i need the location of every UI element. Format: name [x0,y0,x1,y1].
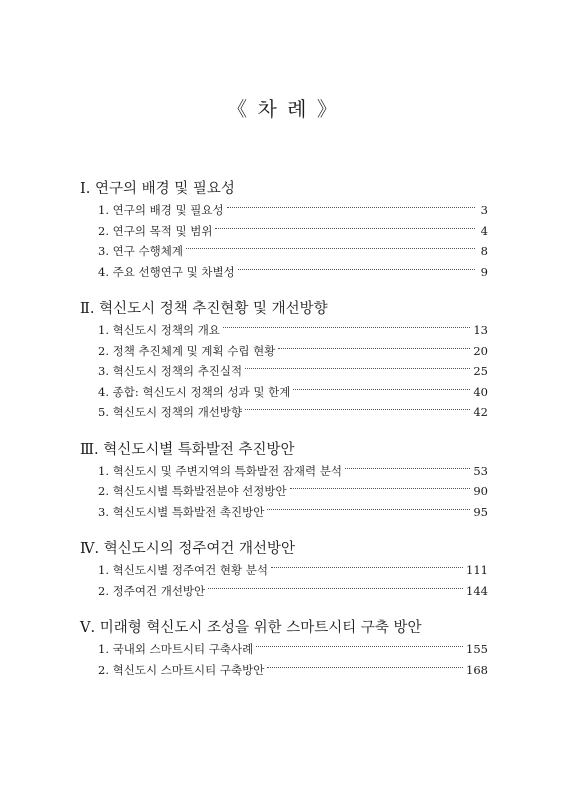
toc-entry-page: 42 [473,405,488,419]
toc-entry[interactable] [80,581,488,602]
table-of-contents [80,178,488,696]
dot-leader [267,666,463,668]
toc-entry[interactable] [80,461,488,482]
dot-leader [208,587,463,589]
toc-entry-label: 2. 혁신도시 스마트시티 구축방안 [98,662,265,677]
dot-leader [267,508,470,510]
toc-entry-page: 155 [466,642,488,656]
toc-entry[interactable] [80,402,488,423]
chapter-heading: Ⅱ. 혁신도시 정책 추진현황 및 개선방향 [80,301,328,317]
toc-entry-label: 5. 혁신도시 정책의 개선방향 [98,405,243,419]
toc-entry-page: 95 [473,504,488,519]
toc-entry[interactable] [80,221,488,242]
chapter-heading: Ⅳ. 혁신도시의 정주여건 개선방안 [80,541,296,557]
toc-entry-page: 8 [480,244,488,258]
toc-entry-page: 20 [473,343,488,358]
toc-entry[interactable] [80,560,488,581]
chapter-heading: Ⅲ. 혁신도시별 특화발전 추진방안 [80,441,295,458]
toc-entry[interactable] [80,502,488,523]
toc-entry-page: 13 [473,323,488,337]
chapter-heading: Ⅴ. 미래형 혁신도시 조성을 위한 스마트시티 구축 방안 [80,620,422,636]
toc-entry-page: 9 [480,264,488,279]
dot-leader [271,566,463,568]
toc-entry-label: 2. 정책 추진체계 및 계획 수립 현황 [98,343,276,358]
dot-leader [256,645,463,647]
toc-entry[interactable] [80,262,488,283]
toc-entry-label: 3. 혁신도시별 특화발전 촉진방안 [98,504,265,519]
toc-entry[interactable] [80,200,488,221]
chapter-5 [80,617,488,680]
toc-entry-page: 25 [473,364,488,378]
dot-leader [293,388,470,390]
toc-entry-page: 53 [473,463,488,478]
dot-leader [186,247,475,249]
toc-entry[interactable] [80,320,488,341]
dot-leader [245,367,470,369]
toc-entry[interactable] [80,639,488,660]
chapter-1 [80,178,488,282]
dot-leader [238,268,475,270]
toc-entry-page: 168 [466,662,488,677]
toc-entry-page: 40 [473,384,488,399]
toc-entry-label: 3. 혁신도시 정책의 추진실적 [98,364,243,378]
dot-leader [345,467,470,469]
toc-entry[interactable] [80,481,488,502]
toc-entry-page: 90 [473,484,488,498]
page-title: 《 차 례 》 [227,97,339,121]
chapter-3 [80,439,488,523]
toc-entry-page: 3 [480,203,488,217]
chapter-2 [80,298,488,423]
toc-entry-label: 1. 혁신도시 및 주변지역의 특화발전 잠재력 분석 [98,463,342,478]
dot-leader [290,487,471,489]
toc-entry[interactable] [80,382,488,403]
toc-entry[interactable] [80,241,488,262]
toc-entry-page: 4 [480,223,488,238]
toc-entry-label: 4. 종합: 혁신도시 정책의 성과 및 한계 [98,384,291,399]
chapter-4 [80,538,488,601]
dot-leader [278,347,470,349]
toc-entry[interactable] [80,660,488,681]
toc-entry-label: 1. 혁신도시별 정주여건 현황 분석 [98,563,269,577]
toc-entry[interactable] [80,341,488,362]
dot-leader [245,408,470,410]
toc-entry-label: 2. 정주여건 개선방안 [98,583,206,598]
toc-entry-label: 4. 주요 선행연구 및 차별성 [98,264,235,279]
dot-leader [223,326,470,328]
toc-entry[interactable] [80,361,488,382]
toc-entry-label: 1. 국내외 스마트시티 구축사례 [98,642,254,656]
toc-entry-page: 144 [466,583,488,598]
dot-leader [215,227,475,229]
toc-entry-label: 2. 혁신도시별 특화발전분야 선정방안 [98,484,287,498]
toc-entry-label: 1. 연구의 배경 및 필요성 [98,203,224,217]
toc-entry-page: 111 [466,563,488,577]
toc-entry-label: 3. 연구 수행체계 [98,244,183,258]
toc-entry-label: 1. 혁신도시 정책의 개요 [98,323,220,337]
toc-entry-label: 2. 연구의 목적 및 범위 [98,223,213,238]
chapter-heading: I. 연구의 배경 및 필요성 [80,181,235,197]
dot-leader [227,206,475,208]
